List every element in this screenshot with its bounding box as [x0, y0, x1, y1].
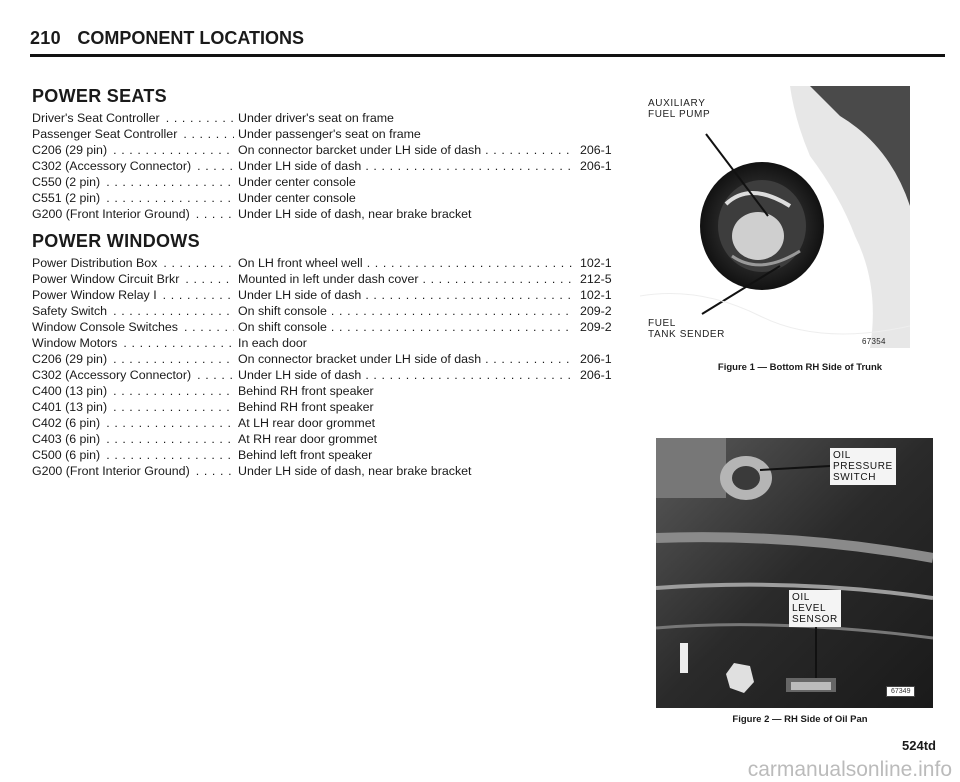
component-name: Window Console Switches	[32, 320, 178, 334]
component-cell	[32, 110, 234, 126]
location-cell: At RH rear door grommet	[238, 431, 574, 447]
component-name: Window Motors	[32, 336, 118, 350]
component-name: C206 (29 pin)	[32, 143, 108, 157]
location-cell: On shift console . . .	[238, 319, 574, 335]
table-row	[32, 431, 632, 447]
location-cell: Behind left front speaker	[238, 447, 574, 463]
component-cell	[32, 399, 234, 415]
power-windows-table	[32, 255, 632, 479]
component-cell	[32, 287, 234, 303]
location-cell: Under LH side of dash, near brake bracket	[238, 206, 574, 222]
table-row	[32, 255, 632, 271]
page-header	[30, 28, 945, 57]
table-row	[32, 142, 632, 158]
location-cell: Under driver's seat on frame	[238, 110, 574, 126]
location-cell: Under LH side of dash . . .	[238, 287, 574, 303]
component-cell	[32, 319, 234, 335]
location-cell: On LH front wheel well . . .	[238, 255, 574, 271]
table-row	[32, 303, 632, 319]
figure2-label-oil-pressure-switch	[830, 448, 896, 485]
table-row	[32, 190, 632, 206]
table-row	[32, 110, 632, 126]
location-cell: In each door	[238, 335, 574, 351]
figure1-caption: Figure 1 — Bottom RH Side of Trunk	[717, 362, 883, 373]
figure1-label-fuel: FUEL	[648, 318, 676, 329]
table-row	[32, 335, 632, 351]
component-cell	[32, 303, 234, 319]
location-cell: Mounted in left under dash cover . . .	[238, 271, 574, 287]
page-number: 210	[30, 28, 61, 48]
figure2-label-a-line2: PRESSURE	[833, 461, 893, 472]
component-name: Safety Switch	[32, 304, 108, 318]
location-cell: Under passenger's seat on frame	[238, 126, 574, 142]
table-row	[32, 174, 632, 190]
component-cell	[32, 447, 234, 463]
location-cell: On shift console . . .	[238, 303, 574, 319]
component-name: C206 (29 pin)	[32, 352, 108, 366]
component-cell	[32, 142, 234, 158]
location-cell: Under LH side of dash, near brake bracket	[238, 463, 574, 479]
component-name: Power Window Relay I	[32, 288, 157, 302]
location-cell: Under LH side of dash . . .	[238, 158, 574, 174]
location-cell: Behind RH front speaker	[238, 399, 574, 415]
location-cell: At LH rear door grommet	[238, 415, 574, 431]
section-title-power-seats: POWER SEATS	[32, 86, 167, 106]
component-cell	[32, 335, 234, 351]
table-row	[32, 158, 632, 174]
component-cell	[32, 431, 234, 447]
figure1-photo	[640, 86, 910, 348]
component-cell	[32, 174, 234, 190]
table-row	[32, 351, 632, 367]
reference-cell: 209-2	[580, 320, 612, 334]
component-name: C302 (Accessory Connector)	[32, 159, 192, 173]
component-name: C401 (13 pin)	[32, 400, 108, 414]
table-row	[32, 383, 632, 399]
table-row	[32, 463, 632, 479]
table-row	[32, 271, 632, 287]
component-cell	[32, 463, 234, 479]
figure1-photo-number: 67354	[862, 337, 886, 346]
watermark: carmanualsonline.info	[747, 758, 952, 781]
table-row	[32, 319, 632, 335]
component-name: Power Distribution Box	[32, 256, 158, 270]
component-cell	[32, 383, 234, 399]
figure1-label-tank-sender: TANK SENDER	[648, 329, 725, 340]
figure2-label-oil-level-sensor	[789, 590, 841, 627]
component-cell	[32, 271, 234, 287]
location-cell: On connector barcket under LH side of dash . . .	[238, 142, 574, 158]
table-row	[32, 206, 632, 222]
figure2-label-b-line3: SENSOR	[792, 614, 838, 625]
component-cell	[32, 415, 234, 431]
location-cell: Under center console	[238, 190, 574, 206]
power-seats-table	[32, 110, 632, 222]
component-name: C551 (2 pin)	[32, 191, 101, 205]
location-cell: Under LH side of dash . . .	[238, 367, 574, 383]
figure2-photo-number: 67349	[886, 686, 915, 697]
figure2-photo	[656, 438, 933, 708]
figure1-label-auxiliary: AUXILIARY	[648, 98, 706, 109]
component-name: C302 (Accessory Connector)	[32, 368, 192, 382]
table-row	[32, 447, 632, 463]
trunk-photo	[640, 86, 910, 348]
reference-cell: 206-1	[580, 143, 612, 157]
component-name: C400 (13 pin)	[32, 384, 108, 398]
reference-cell: 206-1	[580, 352, 612, 366]
component-cell	[32, 158, 234, 174]
location-cell: On connector bracket under LH side of dash . . .	[238, 351, 574, 367]
component-name: C402 (6 pin)	[32, 416, 101, 430]
component-cell	[32, 351, 234, 367]
figure2-label-a-line1: OIL	[833, 450, 851, 461]
figure2-label-a-line3: SWITCH	[833, 472, 877, 483]
component-name: C403 (6 pin)	[32, 432, 101, 446]
figure2-label-b-line2: LEVEL	[792, 603, 827, 614]
component-name: C550 (2 pin)	[32, 175, 101, 189]
table-row	[32, 287, 632, 303]
table-row	[32, 399, 632, 415]
reference-cell: 206-1	[580, 159, 612, 173]
section-title-power-windows: POWER WINDOWS	[32, 231, 200, 251]
table-row	[32, 126, 632, 142]
reference-cell: 102-1	[580, 288, 612, 302]
reference-cell: 102-1	[580, 256, 612, 270]
component-name: G200 (Front Interior Ground)	[32, 464, 190, 478]
component-name: Power Window Circuit Brkr	[32, 272, 180, 286]
table-row	[32, 415, 632, 431]
component-name: Driver's Seat Controller	[32, 111, 160, 125]
figure2-caption: Figure 2 — RH Side of Oil Pan	[732, 714, 868, 725]
location-cell: Under center console	[238, 174, 574, 190]
location-cell: Behind RH front speaker	[238, 383, 574, 399]
reference-cell: 212-5	[580, 272, 612, 286]
component-name: C500 (6 pin)	[32, 448, 101, 462]
component-cell	[32, 126, 234, 142]
table-row	[32, 367, 632, 383]
figure1-label-fuel-pump: FUEL PUMP	[648, 109, 711, 120]
component-cell	[32, 190, 234, 206]
reference-cell: 209-2	[580, 304, 612, 318]
component-name: Passenger Seat Controller	[32, 127, 178, 141]
component-cell	[32, 255, 234, 271]
component-name: G200 (Front Interior Ground)	[32, 207, 190, 221]
footer-code: 524td	[902, 738, 936, 753]
reference-cell: 206-1	[580, 368, 612, 382]
page-title: COMPONENT LOCATIONS	[77, 28, 305, 48]
component-cell	[32, 206, 234, 222]
figure2-label-b-line1: OIL	[792, 592, 810, 603]
component-cell	[32, 367, 234, 383]
